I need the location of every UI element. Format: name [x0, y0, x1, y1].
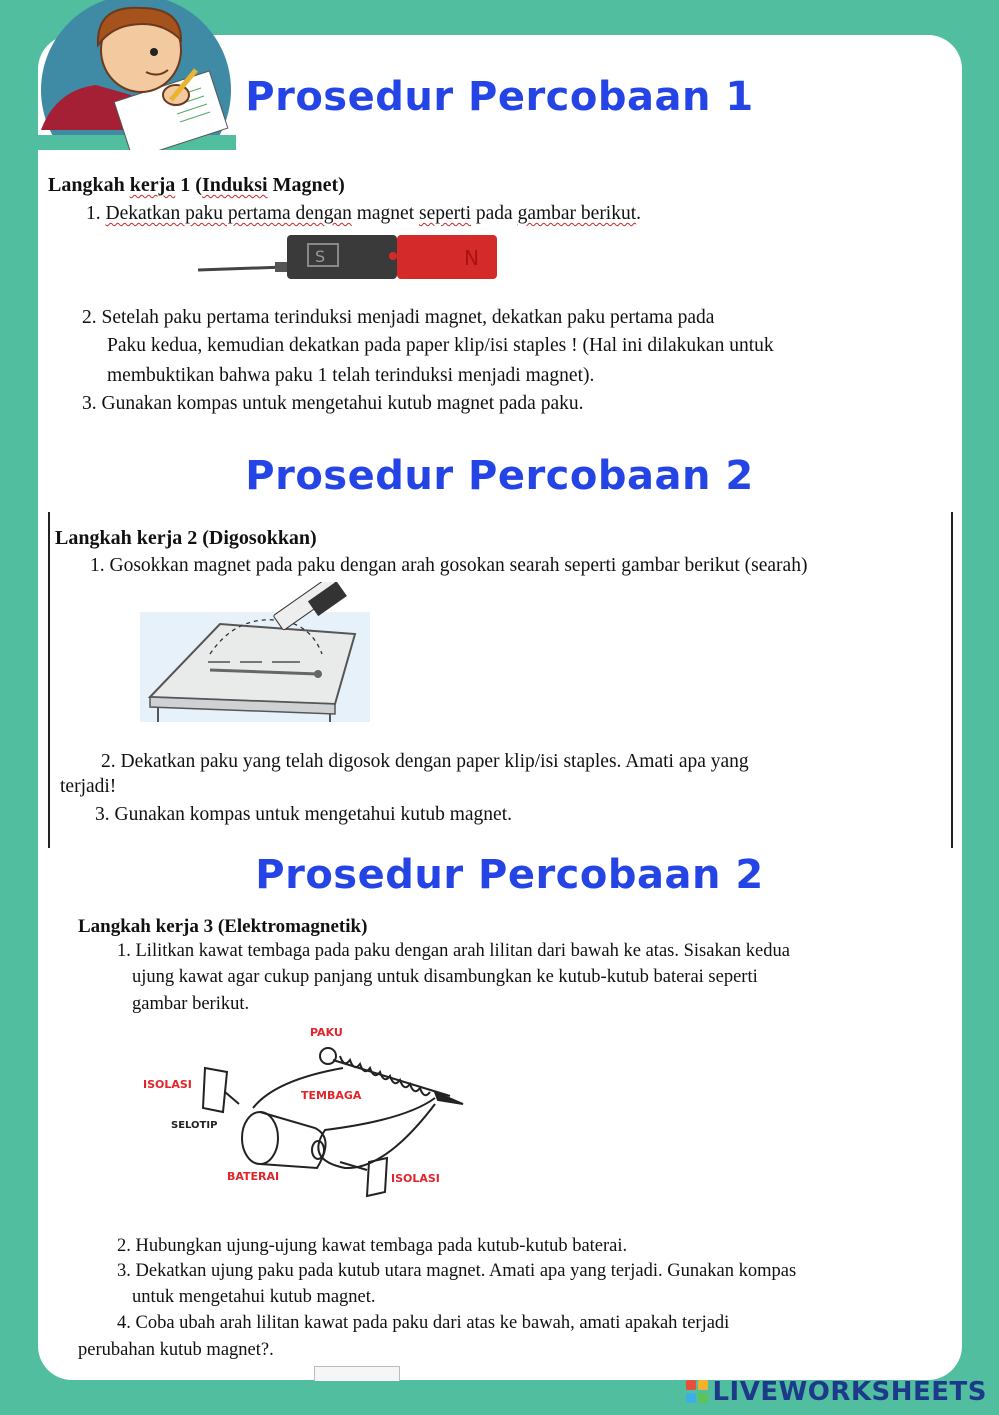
- section3-step4-line1: 4. Coba ubah arah lilitan kawat pada paku dari atas ke bawah, amati apakah terjadi: [117, 1313, 730, 1333]
- section3-step1-line2: ujung kawat agar cukup panjang untuk disambungkan ke kutub-kutub baterai seperti: [132, 967, 758, 987]
- section3-step3-line1: 3. Dekatkan ujung paku pada kutub utara magnet. Amati apa yang terjadi. Gunakan kompas: [117, 1261, 797, 1281]
- paste-options-icon[interactable]: [314, 1366, 400, 1381]
- section3-step1-line1: 1. Lilitkan kawat tembaga pada paku dengan arah lilitan dari bawah ke atas. Sisakan kedua: [117, 941, 790, 961]
- section2-step1: 1. Gosokkan magnet pada paku dengan arah gosokan searah seperti gambar berikut (searah): [90, 555, 808, 576]
- selotip-label: SELOTIP: [171, 1120, 218, 1131]
- isolasi-right-label: ISOLASI: [391, 1172, 440, 1185]
- section1-step2-line1: 2. Setelah paku pertama terinduksi menjadi magnet, dekatkan paku pertama pada: [82, 307, 715, 328]
- section2-step3: 3. Gunakan kompas untuk mengetahui kutub magnet.: [95, 804, 513, 825]
- section3-step3-line2: untuk mengetahui kutub magnet.: [132, 1287, 376, 1307]
- rubbing-magnet-on-nail-figure: [140, 582, 370, 722]
- section3-step2: 2. Hubungkan ujung-ujung kawat tembaga pada kutub-kutub baterai.: [117, 1236, 628, 1256]
- magnet-south-label: S: [315, 247, 326, 266]
- section1-step3: 3. Gunakan kompas untuk mengetahui kutub magnet pada paku.: [82, 393, 584, 414]
- baterai-label: BATERAI: [227, 1170, 280, 1183]
- bar-magnet-with-nail-figure: [195, 232, 520, 282]
- section3-step-title: Langkah kerja 3 (Elektromagnetik): [78, 916, 368, 937]
- brand-text: LIVEWORKSHEETS: [712, 1377, 987, 1407]
- section2-step2-line1: 2. Dekatkan paku yang telah digosok dengan paper klip/isi staples. Amati apa yang: [101, 751, 749, 772]
- section1-heading: Prosedur Percobaan 1: [245, 74, 754, 120]
- section3-step4-line2: perubahan kutub magnet?.: [78, 1340, 274, 1360]
- section1-step2-line3: membuktikan bahwa paku 1 telah terinduksi menjadi magnet).: [107, 365, 595, 386]
- paku-label: PAKU: [310, 1026, 343, 1039]
- section2-right-border: [951, 512, 953, 848]
- section3-heading: Prosedur Percobaan 2: [255, 852, 764, 898]
- section2-step2-line2: terjadi!: [60, 776, 117, 797]
- section1-step2-line2: Paku kedua, kemudian dekatkan pada paper klip/isi staples ! (Hal ini dilakukan untuk: [107, 335, 774, 356]
- electromagnet-figure: [135, 1020, 475, 1200]
- section2-heading: Prosedur Percobaan 2: [245, 453, 754, 499]
- section2-step-title: Langkah kerja 2 (Digosokkan): [55, 527, 317, 549]
- section3-step1-line3: gambar berikut.: [132, 994, 250, 1014]
- liveworksheets-brand: [686, 1377, 987, 1407]
- section1-step1: 1. Dekatkan paku pertama dengan magnet seperti pada gambar berikut.: [86, 203, 642, 224]
- magnet-north-label: N: [464, 245, 479, 269]
- tembaga-label: TEMBAGA: [301, 1089, 362, 1102]
- isolasi-left-label: ISOLASI: [143, 1078, 192, 1091]
- liveworksheets-logo-icon: [686, 1380, 708, 1404]
- section1-step-title: Langkah kerja 1 (Induksi Magnet): [48, 174, 345, 196]
- section2-left-border: [48, 512, 50, 848]
